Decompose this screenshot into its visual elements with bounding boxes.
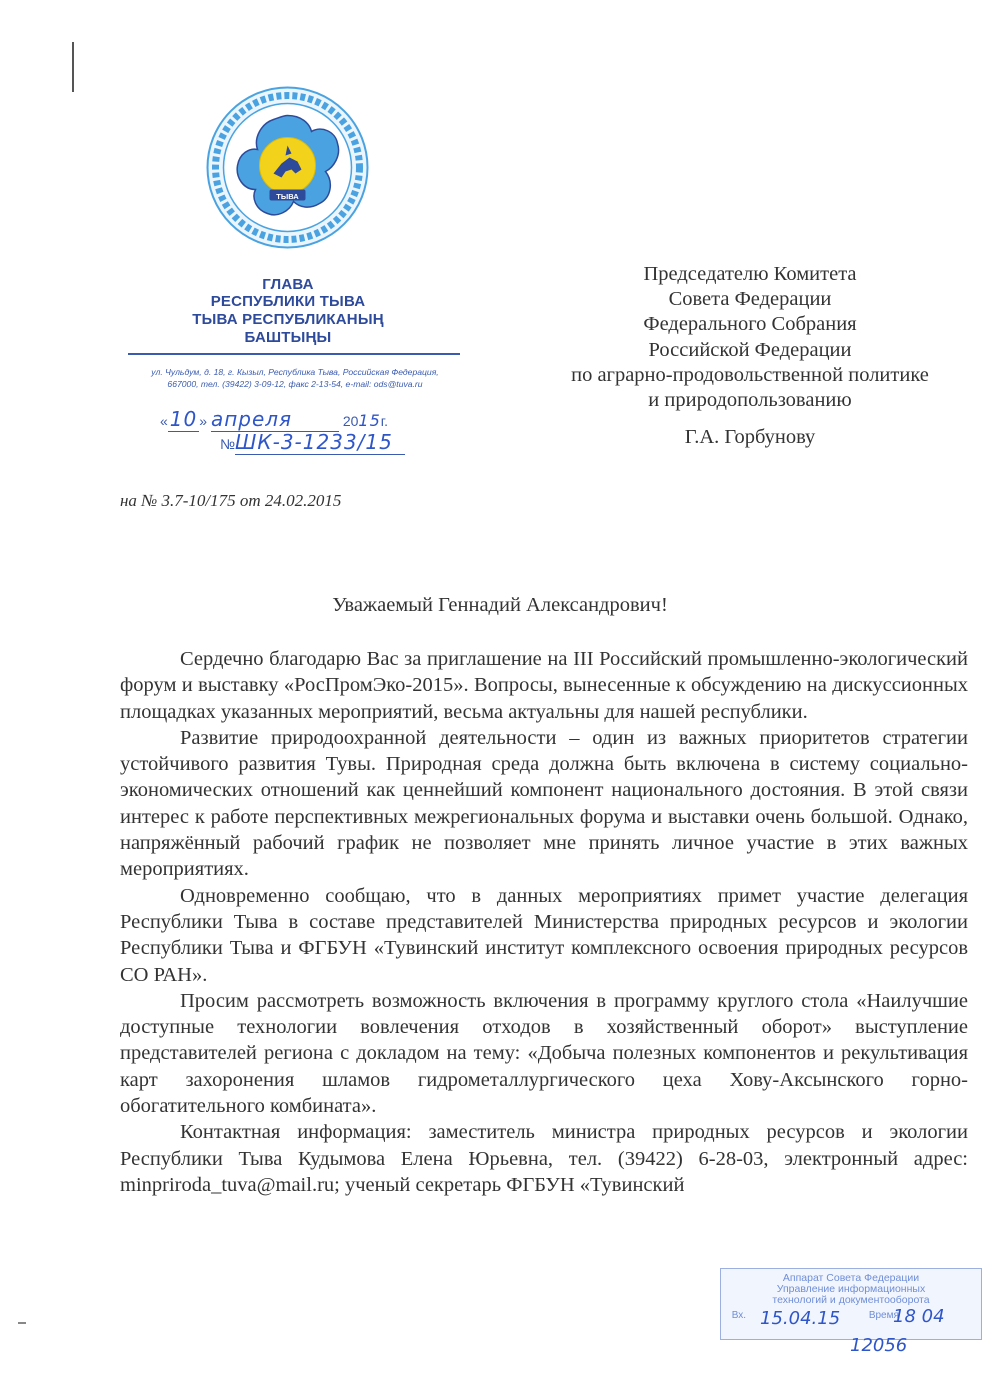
number-value: ШК-3-1233/15: [235, 430, 405, 455]
date-year-prefix: 20: [342, 413, 359, 429]
date-quote-open: «: [160, 413, 168, 429]
stamp-date-value: 15.04.15: [760, 1308, 841, 1329]
date-day: 10: [169, 407, 198, 431]
letterhead-title-1: ГЛАВА: [262, 276, 314, 293]
registration-stamp: [720, 1268, 982, 1340]
outgoing-date: [160, 407, 430, 432]
stamp-number-value: 12056: [850, 1335, 908, 1356]
addressee-line: Федерального Собрания: [643, 313, 857, 336]
date-quote-close: »: [199, 413, 208, 429]
paragraph: Просим рассмотреть возможность включения в программу круглого стола «Наилучшие доступные технологии вовлечения отходов в хозяйственный оборот» выступление представителей региона с докладом на тему: «Добыча полезных компонентов и рекультивация карт захоронения шламов гидрометаллургического цеха Хову-Аксынского горно-обогатительного комбината».: [120, 989, 968, 1118]
addressee-line: Председателю Комитета: [643, 263, 857, 285]
addressee-line: и природопользованию: [648, 389, 852, 412]
greeting: Уважаемый Геннадий Александрович!: [332, 594, 668, 616]
addressee-name: Г.А. Горбунову: [684, 426, 816, 449]
date-year-end: г.: [380, 413, 389, 429]
address-line: ул. Чульдум, д. 18, г. Кызыл, Республика Тыва, Российская Федерация,: [151, 367, 439, 377]
outgoing-number: [220, 430, 490, 455]
tuva-emblem-icon: [205, 85, 370, 250]
stamp-line: технологий и документооборота: [772, 1294, 930, 1306]
stamp-line: Аппарат Совета Федерации: [782, 1272, 920, 1284]
addressee-line: Совета Федерации: [668, 288, 832, 311]
stamp-date-label: Вх.: [731, 1310, 747, 1321]
letterhead-address: [130, 366, 460, 390]
stamp-time-value: 18 04: [893, 1306, 945, 1327]
letterhead-title-4: БАШТЫҢЫ: [244, 329, 332, 346]
stamp-line: Управление информационных: [776, 1283, 926, 1295]
paragraph: Сердечно благодарю Вас за приглашение на III Российский промышленно-экологический форум и выставку «РосПромЭко-2015». Вопросы, вынесенные к обсуждению на дискуссионных площадках указанных мероприятий, весьма актуальны для нашей республики.: [120, 648, 968, 723]
paragraph: Контактная информация: заместитель министра природных ресурсов и экологии Республики Тыва Кудымова Елена Юрьевна, тел. (39422) 6-28-03, электронный адрес: minpriroda_tuva@mail.ru; ученый секретарь ФГБУН «Тувинский: [120, 1121, 968, 1196]
svg-text:ТЫВА: ТЫВА: [276, 192, 299, 201]
letterhead-title-3: ТЫВА РЕСПУБЛИКАНЫҢ: [192, 311, 384, 328]
addressee-block: [540, 262, 960, 450]
margin-mark: [18, 1322, 26, 1324]
addressee-line: Российской Федерации: [648, 338, 852, 361]
number-label: №: [220, 436, 236, 452]
paragraph: Развитие природоохранной деятельности – один из важных приоритетов стратегии устойчивого развития Тувы. Природная среда должна быть включена в систему социально-экономических отношений как ценнейший компонент национального достояния. В этой связи интерес к работе перспективных межрегиональных форума и выставки очень большой. Однако, напряжённый рабочий график не позволяет мне принять личное участие в этих важных мероприятиях.: [120, 726, 968, 881]
addressee-line: по аграрно-продовольственной политике: [571, 363, 929, 386]
stamp-time-label: Время: [868, 1310, 899, 1321]
letter-body: [120, 646, 968, 1198]
reference-number: на № 3.7-10/175 от 24.02.2015: [120, 491, 342, 510]
letterhead-rule: [128, 353, 460, 355]
margin-mark: [72, 42, 74, 92]
paragraph: Одновременно сообщаю, что в данных мероприятиях примет участие делегация Республики Тыва в составе представителей Министерства природных ресурсов и экологии Республики Тыва и ФГБУН «Тувинский институт комплексного освоения природных ресурсов СО РАН».: [120, 884, 968, 986]
address-line: 667000, тел. (39422) 3-09-12, факс 2-13-54, e-mail: ods@tuva.ru: [167, 379, 423, 389]
letterhead-title-2: РЕСПУБЛИКИ ТЫВА: [210, 293, 366, 310]
date-year-suffix: 15: [358, 411, 381, 430]
date-month: апреля: [211, 407, 339, 432]
